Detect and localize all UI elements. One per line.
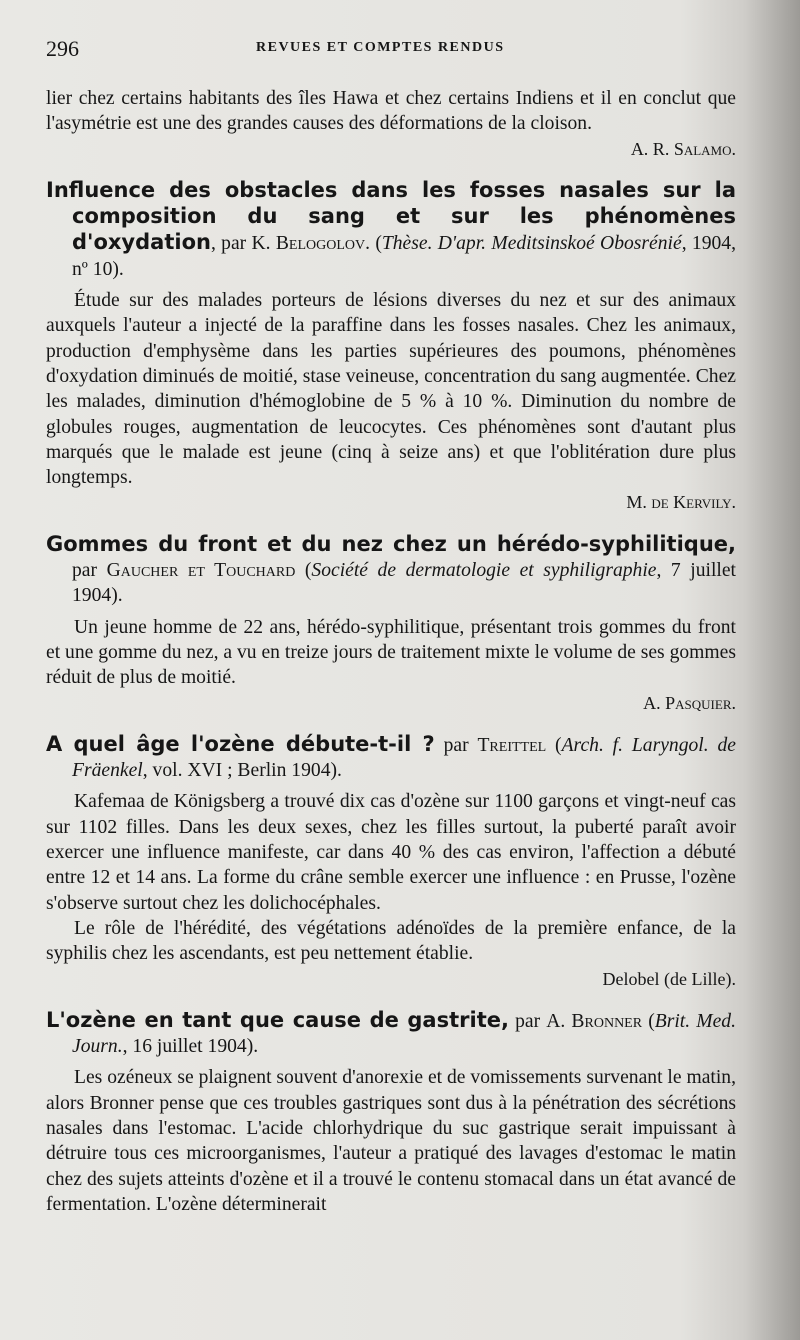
article-1-paragraph-1: Étude sur des malades porteurs de lésions diverses du nez et sur des animaux auxquels l'auteur a injecté de la paraffine dans les fosses nasales. Chez les animaux, production d'emphysème dans les parties supérieures des poumons, phénomènes d'oxydation diminués de moitié, stase veineuse, concentration du sang augmentée. Chez les malades, diminution d'hémoglobine de 5 % à 10 %. Diminution du nombre de globules rouges, augmentation de leucocytes. Ces phénomènes sont d'autant plus marqués que le malade est jeune (cinq à seize ans) et que l'oblitération dure plus longtemps. <box>46 290 736 489</box>
article-3-heading <box>46 732 736 784</box>
article-3-title: A quel âge l'ozène débute-t-il ? <box>46 731 435 756</box>
intro-section <box>46 86 736 162</box>
article-4-paragraph-1: Les ozéneux se plaignent souvent d'anorexie et de vomissements survenant le matin, alors Bronner pense que ces troubles gastriques sont dus à la pénétration des sécrétions nasales dans l'estomac. L'acide chlorhydrique du suc gastrique serait impuissant à détruire tous ces microorganismes, l'auteur a pratiqué des lavages d'estomac le matin chez des sujets atteints d'ozène et il a trouvé le contenu stomacal dans un état avancé de fermentation. L'ozène déterminerait <box>46 1067 736 1215</box>
article-2-signature: A. Pasquier. <box>643 692 736 713</box>
intro-paragraph: lier chez certains habitants des îles Hawa et chez certains Indiens et il en conclut que l'asymétrie est une des grandes causes des déformations de la cloison. <box>46 88 736 135</box>
article-3 <box>46 732 736 992</box>
article-1-heading <box>46 178 736 282</box>
article-2-ref-close: , 7 juillet 1904). <box>72 560 736 607</box>
article-3-signature: Delobel (de Lille). <box>602 968 736 989</box>
article-2 <box>46 532 736 716</box>
article-1-ref-source: Thèse. D'apr. Meditsinskoé Obosrénié <box>381 233 682 255</box>
intro-signature: A. R. Salamo. <box>630 138 736 159</box>
article-4-title: L'ozène en tant que cause de gastrite, <box>46 1007 509 1032</box>
article-2-ref-source: Société de dermatologie et syphiligraphie <box>311 560 657 582</box>
article-4-ref-source: Brit. Med. Journ. <box>72 1010 736 1058</box>
article-3-paragraph-1: Kafemaa de Königsberg a trouvé dix cas d'ozène sur 1100 garçons et vingt-neuf cas sur 1102 filles. Dans les deux sexes, chez les filles surtout, la puberté paraît avoir exercer une influence manifeste, car dans 40 % des cas environ, l'affection a débuté entre 12 et 14 ans. La forme du crâne semble exercer une influence : en Prusse, l'ozène s'observe surtout chez les dolichocéphales. <box>46 791 736 914</box>
article-4-heading <box>46 1008 736 1060</box>
article-4-ref-open: ( <box>642 1010 655 1032</box>
article-1-ref-open: . ( <box>365 233 382 255</box>
article-3-author: Treittel <box>477 734 547 756</box>
article-4-author: A. Bronner <box>546 1010 643 1032</box>
article-3-ref-open: ( <box>546 734 562 756</box>
article-3-paragraph-2: Le rôle de l'hérédité, des végétations adénoïdes de la première enfance, de la syphilis chez les ascendants, est peu nettement établie. <box>46 917 736 965</box>
article-1-ref-close: , 1904, nº 10). <box>72 233 736 280</box>
article-3-ref-close: , vol. XVI ; Berlin 1904). <box>142 760 342 782</box>
article-2-title: Gommes du front et du nez chez un hérédo-syphilitique, <box>46 531 736 556</box>
page-number: 296 <box>46 36 79 61</box>
article-1-par: , par <box>210 233 252 255</box>
article-2-author: Gaucher et Touchard <box>106 560 296 582</box>
article-3-par: par <box>434 734 478 756</box>
article-3-ref-source: Arch. f. Laryngol. de Fräenkel <box>72 734 736 782</box>
article-4 <box>46 1008 736 1217</box>
article-1-signature: M. de Kervily. <box>626 492 736 513</box>
article-2-heading <box>46 532 736 609</box>
article-4-ref-close: , 16 juillet 1904). <box>122 1036 259 1058</box>
page-content <box>46 86 736 1217</box>
article-1-author: K. Belogolov <box>251 233 366 255</box>
article-2-ref-open: ( <box>295 560 312 582</box>
article-2-paragraph-1: Un jeune homme de 22 ans, hérédo-syphilitique, présentant trois gommes du front et une gomme du nez, a vu en treize jours de traitement mixte le volume de ses gommes réduit de plus de moitié. <box>46 616 736 689</box>
article-2-par: par <box>72 560 107 582</box>
article-1-title: Influence des obstacles dans les fosses nasales sur la composition du sang et sur les phénomènes d'oxydation <box>46 177 736 255</box>
running-head: REVUES ET COMPTES RENDUS <box>256 40 505 55</box>
article-1 <box>46 178 736 516</box>
article-4-par: par <box>508 1010 547 1032</box>
